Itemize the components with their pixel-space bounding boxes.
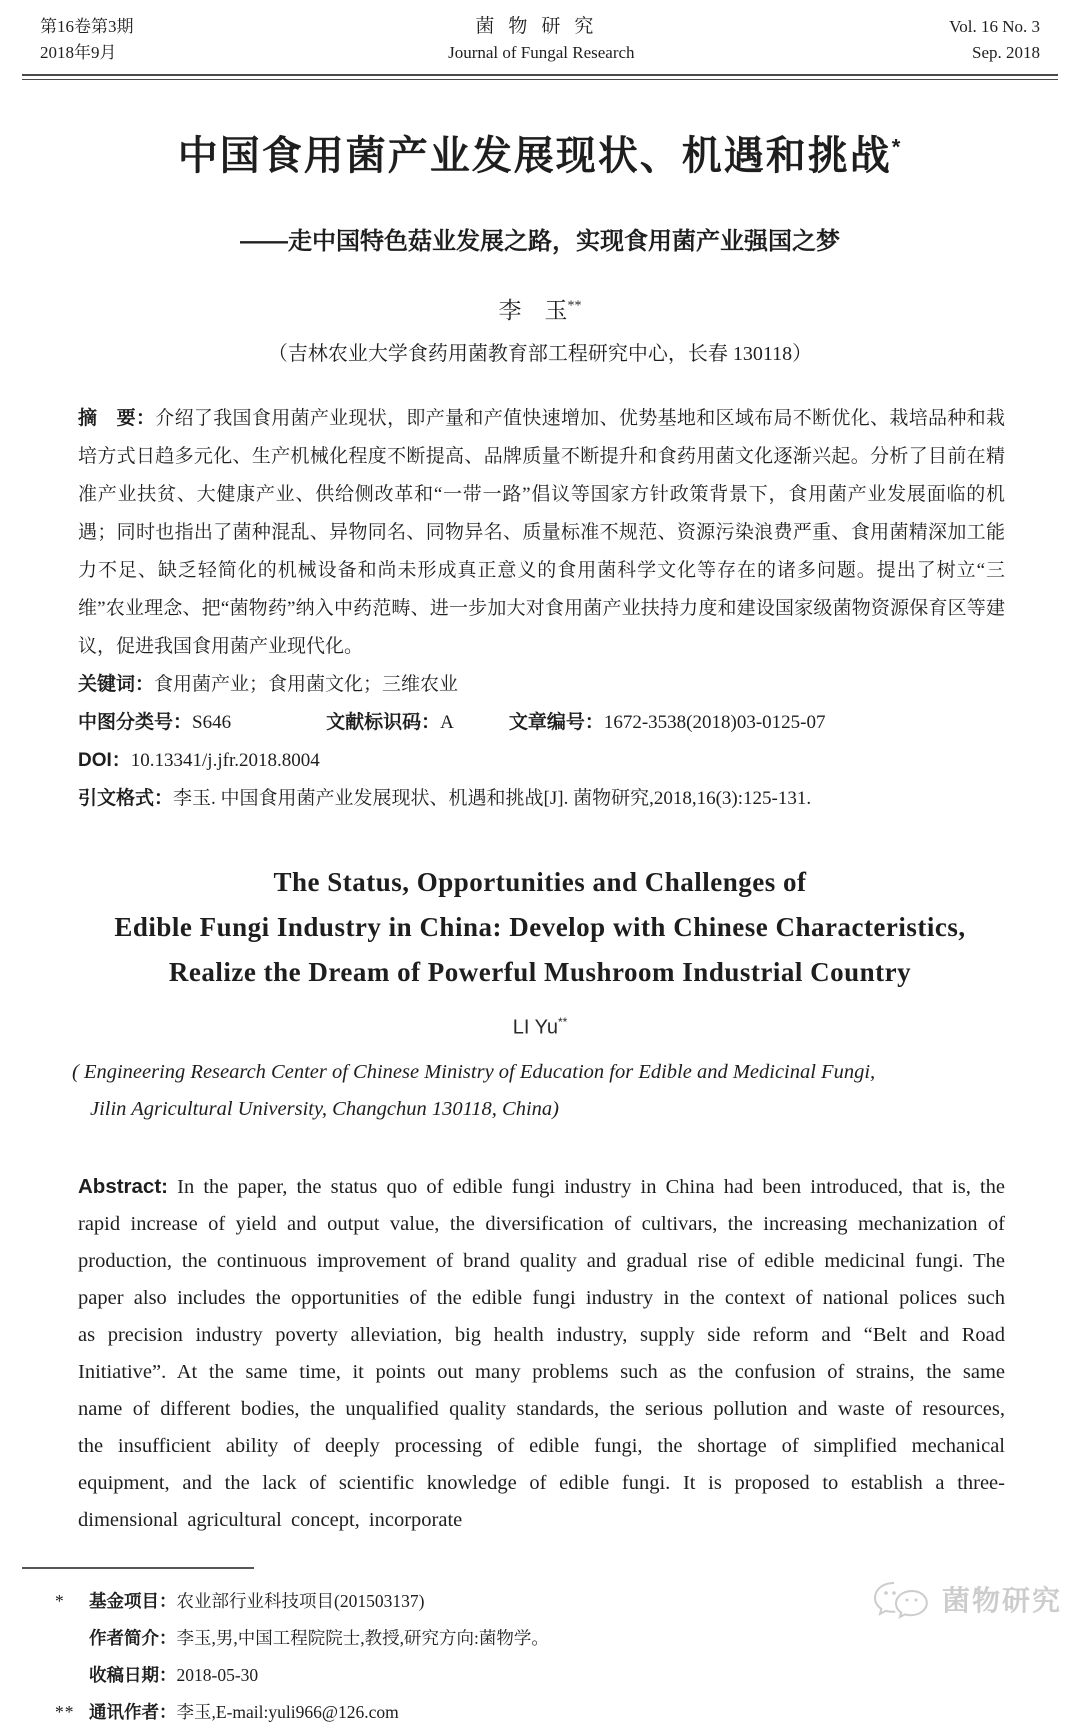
journal-watermark bbox=[872, 1579, 1062, 1619]
affiliation-cn: （吉林农业大学食药用菌教育部工程研究中心，长春 130118） bbox=[267, 343, 813, 365]
doi-row bbox=[78, 742, 1005, 780]
footnote-text: 农业部行业科技项目(201503137) bbox=[176, 1590, 425, 1611]
abstract-en-text: In the paper, the status quo of edible fungi industry in China had been introduced, that is, the rapid increase of yield and output value, the diversification of cultivars, the increasing mechanization of production, the continuous improvement of brand quality and gradual rise of edible medicinal fungi. The paper also includes the opportunities of the edible fungi industry in the context of national polices such as precision industry poverty alleviation, big health industry, supply side reform and “Belt and Road Initiative”. At the same time, it points out many problems such as the confusion of strains, the same name of different bodies, the unqualified quality standards, the serious pollution and waste of resources, the insufficient ability of deeply processing of edible fungi, the shortage of simplified mechanical equipment, and the lack of scientific knowledge of edible fungi. It is proposed to establish a three-dimensional agricultural concept, incorporate bbox=[78, 1175, 1006, 1531]
title-en-line3: Realize the Dream of Powerful Mushroom Industrial Country bbox=[168, 957, 912, 987]
doi-value: 10.13341/j.jfr.2018.8004 bbox=[130, 750, 320, 771]
keywords-cn-text: 食用菌产业；食用菌文化；三维农业 bbox=[154, 674, 459, 695]
affiliation-en-line2: Jilin Agricultural University, Changchun 130118, China) bbox=[90, 1097, 560, 1120]
article-subtitle-cn: ——走中国特色菇业发展之路，实现食用菌产业强国之梦 bbox=[240, 228, 840, 255]
article-title-en bbox=[0, 860, 1080, 995]
author-en-name: LI Yu bbox=[512, 1016, 558, 1039]
wechat-bubbles-icon bbox=[872, 1579, 936, 1619]
footnote-content bbox=[89, 1657, 258, 1694]
footnote-author-bio bbox=[55, 1620, 1020, 1657]
meta-block-cn bbox=[78, 400, 1005, 818]
article-id-value: 1672-3538(2018)03-0125-07 bbox=[603, 712, 826, 733]
journal-name-cn: 菌物研究 bbox=[475, 16, 608, 37]
article-title-cn bbox=[0, 124, 1080, 181]
document-code bbox=[326, 704, 454, 742]
abstract-en bbox=[78, 1168, 1005, 1539]
volume-date-line: Sep. 2018 bbox=[971, 43, 1040, 62]
footnote-label: 收稿日期： bbox=[89, 1664, 177, 1685]
author-en-footnote-marker: ** bbox=[557, 1015, 568, 1029]
citation-label: 引文格式： bbox=[78, 788, 174, 809]
doi-label: DOI： bbox=[78, 750, 131, 771]
footnote-label: 基金项目： bbox=[89, 1590, 177, 1611]
footnote-content bbox=[89, 1583, 424, 1620]
issue-volume-line: 第16卷第3期 bbox=[40, 17, 134, 36]
issue-date-line: 2018年9月 bbox=[40, 43, 117, 62]
title-en-line1: The Status, Opportunities and Challenges of bbox=[273, 867, 807, 897]
footnote-received-date bbox=[55, 1657, 1020, 1694]
title-en-line2: Edible Fungi Industry in China: Develop with Chinese Characteristics, bbox=[114, 912, 966, 942]
author-cn-name: 李 玉 bbox=[498, 298, 568, 323]
keywords-cn-label: 关键词： bbox=[78, 674, 155, 695]
clc-number bbox=[78, 704, 231, 742]
abstract-cn-text: 介绍了我国食用菌产业现状，即产量和产值快速增加、优势基地和区域布局不断优化、栽培品种和栽培方式日趋多元化、生产机械化程度不断提高、品牌质量不断提升和食药用菌文化逐渐兴起。分析了目前在精准产业扶贫、大健康产业、供给侧改革和“一带一路”倡议等国家方针政策背景下，食用菌产业发展面临的机遇；同时也指出了菌种混乱、异物同名、同物异名、质量标准不规范、资源污染浪费严重、食用菌精深加工能力不足、缺乏轻简化的机械设备和尚未形成真正意义的食用菌科学文化等存在的诸多问题。提出了树立“三维”农业理念、把“菌物药”纳入中药范畴、进一步加大对食用菌产业扶持力度和建设国家级菌物资源保育区等建议，促进我国食用菌产业现代化。 bbox=[78, 408, 1005, 657]
header-journal-name bbox=[448, 14, 634, 66]
footnote-content bbox=[89, 1620, 549, 1657]
footnote-label: 通讯作者： bbox=[89, 1701, 177, 1722]
abstract-en-label: Abstract: bbox=[78, 1174, 168, 1198]
author-cn bbox=[0, 292, 1080, 325]
volume-number-line: Vol. 16 No. 3 bbox=[949, 17, 1040, 36]
journal-name-en: Journal of Fungal Research bbox=[448, 43, 635, 62]
header-divider bbox=[22, 74, 1058, 80]
author-footnote-marker: ** bbox=[567, 298, 582, 314]
footnote-marker: ** bbox=[55, 1701, 75, 1722]
footnote-marker: * bbox=[55, 1590, 65, 1611]
classification-row bbox=[78, 704, 1005, 742]
keywords-cn bbox=[78, 666, 1005, 704]
header-volume-info bbox=[949, 14, 1040, 66]
affiliation-en bbox=[72, 1054, 1010, 1128]
watermark-text: 菌物研究 bbox=[941, 1585, 1062, 1616]
article-id-label: 文章编号： bbox=[508, 712, 604, 733]
document-code-label: 文献标识码： bbox=[326, 712, 441, 733]
footnote-label: 作者简介： bbox=[89, 1627, 177, 1648]
header-issue-info bbox=[40, 14, 134, 66]
clc-label: 中图分类号： bbox=[78, 712, 193, 733]
author-en bbox=[0, 1015, 1080, 1040]
clc-value: S646 bbox=[192, 712, 232, 733]
abstract-cn bbox=[78, 400, 1005, 666]
citation-row bbox=[78, 780, 1005, 818]
footnote-corresponding-author bbox=[55, 1694, 1020, 1731]
title-footnote-marker: * bbox=[891, 134, 903, 160]
footnote-text: 李玉,男,中国工程院院士,教授,研究方向:菌物学。 bbox=[176, 1627, 549, 1648]
journal-header bbox=[0, 0, 1080, 66]
article-title-cn-text: 中国食用菌产业发展现状、机遇和挑战 bbox=[177, 134, 892, 178]
article-id bbox=[509, 704, 826, 742]
footnote-text: 李玉,E-mail:yuli966@126.com bbox=[176, 1701, 399, 1722]
footnote-content bbox=[89, 1694, 399, 1731]
footnote-text: 2018-05-30 bbox=[176, 1664, 259, 1685]
citation-text: 李玉. 中国食用菌产业发展现状、机遇和挑战[J]. 菌物研究,2018,16(3):125-131. bbox=[173, 788, 812, 809]
abstract-cn-label: 摘 要： bbox=[78, 408, 156, 429]
document-code-value: A bbox=[440, 712, 454, 733]
affiliation-en-line1: ( Engineering Research Center of Chinese Ministry of Education for Edible and Medicinal Fungi, bbox=[72, 1060, 876, 1083]
footnote-divider bbox=[22, 1567, 254, 1569]
